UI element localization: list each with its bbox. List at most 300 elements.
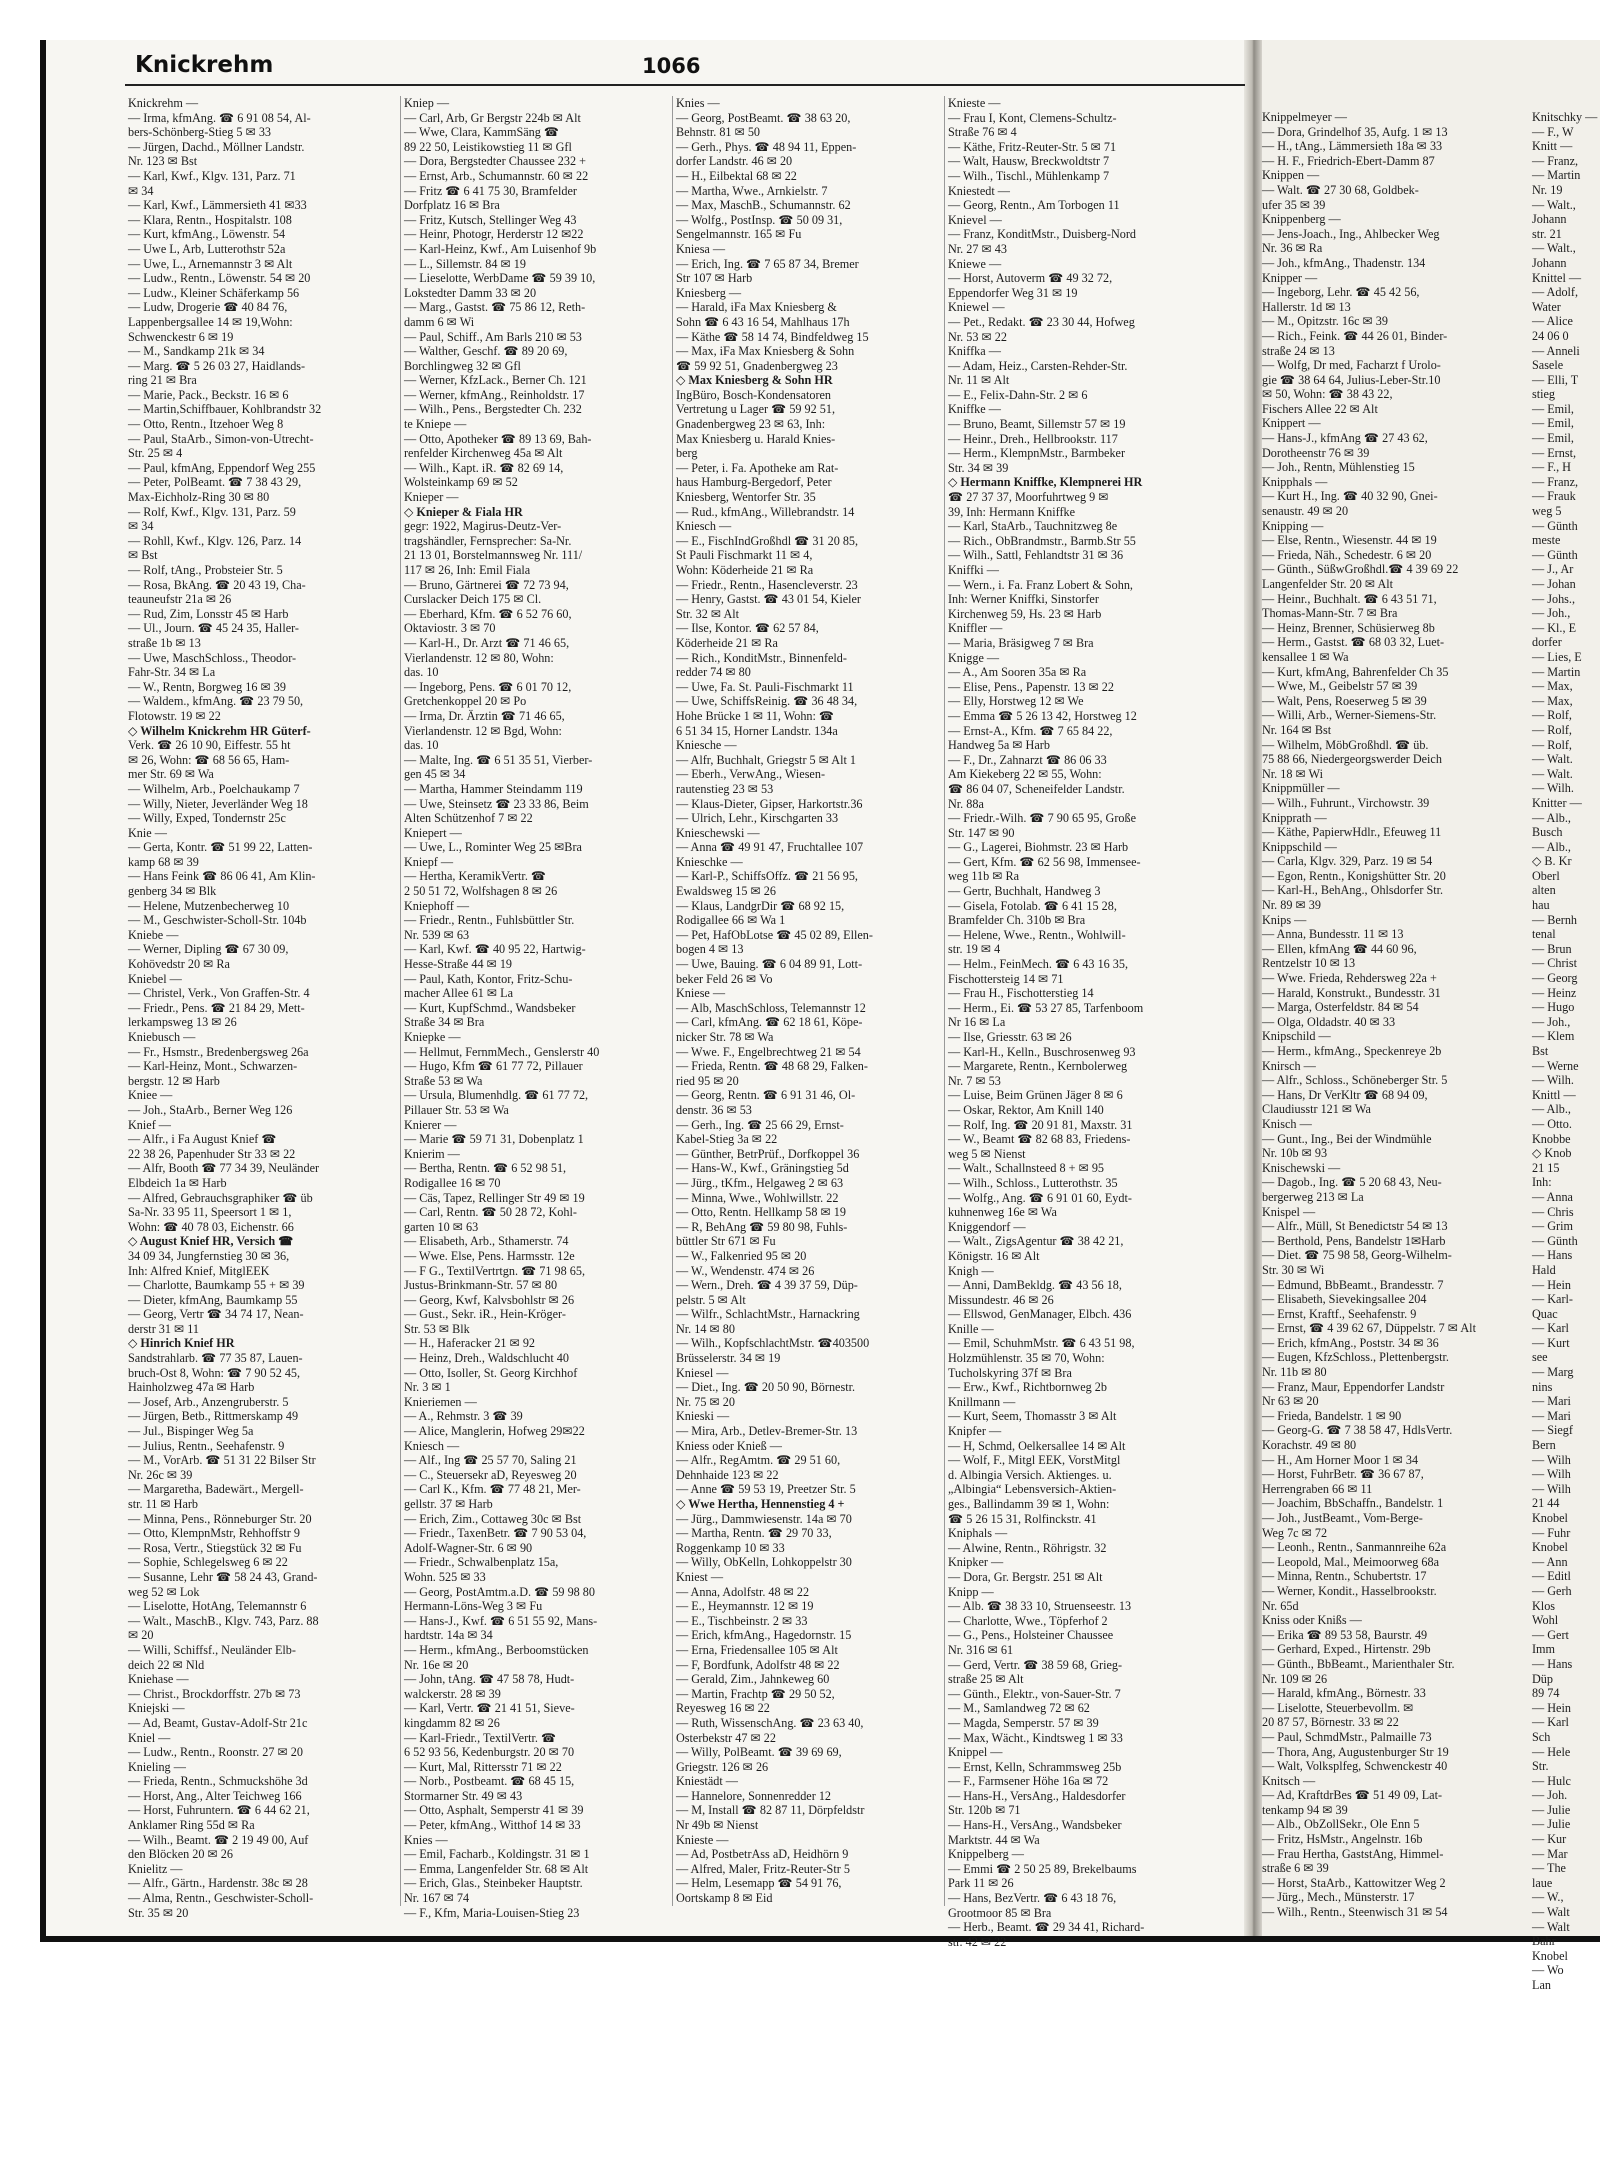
directory-entry: — Kurt, Mal, Rittersstr 71 ✉ 22	[404, 1759, 562, 1774]
directory-entry: beker Feld 26 ✉ Vo	[676, 971, 773, 986]
directory-entry: — Ernst, Kraftf., Seehafenstr. 9	[1262, 1306, 1417, 1321]
directory-entry: — Henry, Gastst. ☎ 43 01 54, Kieler	[676, 592, 861, 607]
directory-entry: kensallee 1 ✉ Wa	[1262, 649, 1349, 664]
directory-entry: — Joh., kfmAng., Thadenstr. 134	[1262, 255, 1426, 270]
directory-entry: — Kurt	[1532, 1335, 1570, 1350]
directory-entry: — Fritz, HsMstr., Angelnstr. 16b	[1262, 1832, 1423, 1847]
directory-entry: Nr. 123 ✉ Bst	[128, 154, 198, 169]
directory-entry: — W., Falkenried 95 ✉ 20	[676, 1248, 807, 1263]
directory-entry: Hallerstr. 1d ✉ 13	[1262, 299, 1351, 314]
directory-entry: — Margaretha, Badewärt., Mergell-	[128, 1482, 304, 1497]
directory-entry: — Liselotte, HotAng, Telemannstr 6	[128, 1599, 307, 1614]
directory-entry: Nr. 89 ✉ 39	[1262, 898, 1321, 913]
directory-entry: — Herm., Ei. ☎ 53 27 85, Tarfenboom	[948, 1000, 1144, 1015]
directory-entry: Quac	[1532, 1306, 1558, 1321]
directory-entry: — Jürg., tKfm., Helgaweg 2 ✉ 63	[676, 1175, 844, 1190]
directory-entry: — Hans	[1532, 1248, 1573, 1263]
directory-entry: Adolf-Wagner-Str. 6 ✉ 90	[404, 1540, 533, 1555]
directory-entry: — Anna, Bundesstr. 11 ✉ 13	[1262, 927, 1404, 942]
directory-entry: — Rich., KonditMstr., Binnenfeld-	[676, 650, 847, 665]
directory-entry: Nr. 16e ✉ 20	[404, 1657, 469, 1672]
surname-heading: te Kniepe —	[404, 417, 467, 432]
directory-entry: — Hugo	[1532, 1000, 1575, 1015]
surname-heading: Knipp —	[948, 1584, 994, 1599]
directory-entry: — Pet., Redakt. ☎ 23 30 44, Hofweg	[948, 314, 1135, 329]
directory-entry: ✉ Bst	[128, 548, 158, 563]
directory-entry: — Marga, Osterfeldstr. 84 ✉ 54	[1262, 1000, 1419, 1015]
directory-entry: — Hans	[1532, 1656, 1573, 1671]
directory-entry: Sch	[1532, 1729, 1551, 1744]
directory-entry: Lokstedter Damm 33 ✉ 20	[404, 285, 537, 300]
directory-entry: Sasele	[1532, 358, 1564, 373]
directory-entry: — Liselotte, Steuerbevollm. ✉	[1262, 1700, 1414, 1715]
directory-entry: Vierlandenstr. 12 ✉ Bgd, Wohn:	[404, 723, 562, 738]
directory-entry: — Wilh.	[1532, 1073, 1574, 1088]
directory-entry: — Anni, DamBekldg. ☎ 43 56 18,	[948, 1278, 1122, 1293]
directory-entry: — Klara, Rentn., Hospitalstr. 108	[128, 212, 292, 227]
directory-entry: — Erich, kfmAng., Poststr. 34 ✉ 36	[1262, 1335, 1439, 1350]
directory-entry: mer Str. 69 ✉ Wa	[128, 767, 214, 782]
directory-entry: Nr 16 ✉ La	[948, 1015, 1006, 1030]
directory-entry: — Berthold, Pens, Bandelstr 1✉Harb	[1262, 1233, 1446, 1248]
directory-entry: — Frieda, Rentn. ☎ 48 68 29, Falken-	[676, 1059, 868, 1074]
directory-entry: Handweg 5a ✉ Harb	[948, 738, 1050, 753]
directory-entry: — Elisabeth, Arb., Sthamerstr. 74	[404, 1234, 569, 1249]
directory-entry: — Johs.,	[1532, 591, 1576, 606]
directory-entry: 20 87 57, Börnestr. 33 ✉ 22	[1262, 1715, 1399, 1730]
directory-entry: — Hans-H., VersAng., Haldesdorfer	[948, 1788, 1126, 1803]
directory-entry: — Magda, Semperstr. 57 ✉ 39	[948, 1715, 1099, 1730]
scan-edge-bottom	[46, 1936, 1600, 1942]
directory-entry: — G., Pens., Holsteiner Chaussee	[948, 1628, 1114, 1643]
directory-entry: — Elisabeth, Sievekingsallee 204	[1262, 1292, 1427, 1307]
directory-entry: stieg	[1532, 387, 1556, 402]
directory-entry: Straße 34 ✉ Bra	[404, 1015, 485, 1030]
directory-entry: — Klaus-Dieter, Gipser, Harkortstr.36	[676, 796, 863, 811]
directory-entry: meste	[1532, 533, 1561, 548]
directory-entry: — M, Install ☎ 82 87 11, Dörpfeldstr	[676, 1803, 865, 1818]
directory-entry: Köderheide 21 ✉ Ra	[676, 635, 778, 650]
directory-entry: — Wwe. F., Engelbrechtweg 21 ✉ 54	[676, 1044, 861, 1059]
directory-entry: — Kl., E	[1532, 620, 1577, 635]
directory-entry: — Klaus, LandgrDir ☎ 68 92 15,	[676, 898, 845, 913]
directory-entry: Alten Schützenhof 7 ✉ 22	[404, 811, 533, 826]
surname-heading: Knippenberg —	[1262, 212, 1341, 227]
directory-entry: Wohn: Köderheide 21 ✉ Ra	[676, 563, 814, 577]
directory-entry: — Cäs, Tapez, Rellinger Str 49 ✉ 19	[404, 1190, 585, 1205]
directory-entry: — Erich, Zim., Cottaweg 30c ✉ Bst	[404, 1511, 582, 1526]
surname-heading: Knips —	[1262, 912, 1307, 927]
directory-entry: — Karl, Kwf. ☎ 40 95 22, Hartwig-	[404, 942, 586, 957]
directory-entry: — Lieselotte, WerbDame ☎ 59 39 10,	[404, 271, 596, 286]
directory-entry: — Paul, Schiff., Am Barls 210 ✉ 53	[404, 329, 582, 344]
directory-entry: Knobel	[1532, 1948, 1568, 1963]
directory-entry: — Ad, PostbetrAss aD, Heidhörn 9	[676, 1847, 849, 1862]
directory-entry: Sandstrahlarb. ☎ 77 35 87, Lauen-	[128, 1351, 303, 1366]
directory-entry: — Jens-Joach., Ing., Ahlbecker Weg	[1262, 226, 1440, 241]
directory-entry: Curslacker Deich 175 ✉ Cl.	[404, 592, 542, 607]
directory-entry: — Friedr.-Wilh. ☎ 7 90 65 95, Große	[948, 811, 1137, 826]
directory-entry: — Christel, Verk., Von Graffen-Str. 4	[128, 986, 310, 1001]
directory-entry: Rentzelstr 10 ✉ 13	[1262, 956, 1356, 971]
directory-entry: — Walt.	[1532, 766, 1573, 781]
directory-entry: — Julius, Rentn., Seehafenstr. 9	[128, 1438, 285, 1453]
directory-entry: — Ad, Beamt, Gustav-Adolf-Str 21c	[128, 1715, 308, 1730]
directory-entry: Wohn. 525 ✉ 33	[404, 1569, 486, 1584]
directory-entry: Nr. 88a	[948, 796, 984, 811]
directory-entry: — Horst, Autoverm ☎ 49 32 72,	[948, 271, 1113, 286]
directory-entry: — Fritz ☎ 6 41 75 30, Bramfelder	[404, 183, 577, 198]
directory-entry: — Alb, MaschSchloss, Telemannstr 12	[676, 1000, 866, 1015]
directory-entry: — Gerh., Ing. ☎ 25 66 29, Ernst-	[676, 1117, 844, 1132]
directory-entry: — Günth., SüßwGroßhdl.☎ 4 39 69 22	[1262, 562, 1459, 577]
directory-entry: genberg 34 ✉ Blk	[128, 884, 217, 899]
directory-entry: ufer 35 ✉ 39	[1262, 197, 1326, 212]
directory-entry: Rodigallee 66 ✉ Wa 1	[676, 913, 786, 928]
directory-entry: — Walt.,	[1532, 241, 1576, 256]
directory-entry: 6 52 93 56, Kedenburgstr. 20 ✉ 70	[404, 1745, 575, 1760]
directory-entry: — Rich., ObBrandmstr., Barmb.Str 55	[948, 533, 1136, 548]
directory-entry: — Rud, Zim, Lonsstr 45 ✉ Harb	[128, 606, 289, 621]
directory-entry: Nr. 11 ✉ Alt	[948, 373, 1010, 388]
directory-entry: Nr. 109 ✉ 26	[1262, 1671, 1328, 1686]
directory-entry: — Willy, Nieter, Jeverländer Weg 18	[128, 796, 308, 811]
directory-entry: — Georg, PostAmtm.a.D. ☎ 59 98 80	[404, 1584, 595, 1599]
directory-entry: Düp	[1532, 1671, 1553, 1686]
surname-heading: Kniebe —	[128, 927, 179, 942]
directory-entry: Hald	[1532, 1262, 1556, 1277]
directory-entry: — Leopold, Mal., Meimoorweg 68a	[1262, 1554, 1440, 1569]
directory-entry: Straße 53 ✉ Wa	[404, 1073, 483, 1088]
directory-entry: — Karl-H., Kelln., Buschrosenweg 93	[948, 1044, 1136, 1059]
directory-entry: — Ellswod, GenManager, Elbch. 436	[948, 1307, 1132, 1322]
directory-entry: Griegstr. 126 ✉ 26	[676, 1759, 769, 1774]
directory-entry: Bahr	[1532, 1934, 1556, 1949]
directory-entry: — Hans, Dr VerKltr ☎ 68 94 09,	[1262, 1087, 1428, 1102]
directory-entry: — Franz, Maur, Eppendorfer Landstr	[1262, 1379, 1445, 1394]
surname-heading: Kniestedt —	[948, 183, 1010, 198]
directory-entry: — Helene, Wwe., Rentn., Wohlwill-	[948, 927, 1126, 942]
directory-entry: — Wwe, Clara, KammSäng ☎	[404, 125, 560, 140]
directory-entry: d. Albingia Versich. Aktienges. u.	[948, 1467, 1112, 1482]
directory-entry: — Rolf,	[1532, 737, 1572, 752]
surname-heading: Knillmann —	[948, 1394, 1016, 1409]
directory-entry: Flotowstr. 19 ✉ 22	[128, 708, 221, 723]
directory-entry: Weg 7c ✉ 72	[1262, 1525, 1328, 1540]
directory-entry: — Alfr., Müll, St Benedictstr 54 ✉ 13	[1262, 1219, 1448, 1234]
directory-entry: — Frau Hertha, GaststAng, Himmel-	[1262, 1846, 1444, 1861]
directory-entry: Nr. 7 ✉ 53	[948, 1073, 1001, 1088]
directory-entry: — Helene, Mutzenbecherweg 10	[128, 898, 290, 913]
directory-entry: — Karl, Kwf., Lämmersieth 41 ✉33	[128, 198, 307, 213]
directory-entry: 39, Inh: Hermann Kniffke	[948, 504, 1076, 519]
directory-entry: — Ruth, WissenschAng. ☎ 23 63 40,	[676, 1715, 864, 1730]
directory-entry: — Gerhard, Exped., Hirtenstr. 29b	[1262, 1642, 1431, 1657]
directory-entry: — Chris	[1532, 1204, 1574, 1219]
directory-entry: — Wilh., Rentn., Steenwisch 31 ✉ 54	[1262, 1905, 1448, 1920]
directory-entry: ✉ 26, Wohn: ☎ 68 56 65, Ham-	[128, 752, 290, 767]
directory-entry: — Georg, PostBeamt. ☎ 38 63 20,	[676, 110, 851, 125]
surname-heading: Kniggendorf —	[948, 1219, 1026, 1234]
directory-entry: — Charlotte, Wwe., Töpferhof 2	[948, 1613, 1108, 1628]
directory-entry: — Minna, Pens., Rönneburger Str. 20	[128, 1511, 312, 1526]
directory-entry: — Käthe, Fritz-Reuter-Str. 5 ✉ 71	[948, 139, 1117, 154]
directory-entry: — F, Bordfunk, Adolfstr 48 ✉ 22	[676, 1657, 840, 1672]
directory-entry: — Karl-H., BehAng., Ohlsdorfer Str.	[1262, 883, 1444, 898]
directory-entry: lerkampsweg 13 ✉ 26	[128, 1015, 237, 1030]
directory-entry: Str. 32 ✉ Alt	[676, 606, 740, 621]
directory-entry: Rodigallee 16 ✉ 70	[404, 1175, 501, 1190]
directory-entry: — Adam, Heiz., Carsten-Rehder-Str.	[948, 358, 1128, 373]
directory-entry: — Maria, Bräsigweg 7 ✉ Bra	[948, 635, 1094, 650]
directory-entry: — Alwine, Rentn., Röhrigstr. 32	[948, 1540, 1107, 1555]
directory-entry: nicker Str. 78 ✉ Wa	[676, 1030, 774, 1044]
directory-entry: — Wilh., Sattl, Fehlandtstr 31 ✉ 36	[948, 548, 1124, 563]
directory-entry: das. 10	[404, 665, 439, 680]
directory-entry: — Irma, kfmAng. ☎ 6 91 08 54, Al-	[128, 110, 311, 125]
directory-entry: — Franz,	[1532, 474, 1579, 489]
directory-entry: — Alfred, Gebrauchsgraphiker ☎ üb	[128, 1190, 313, 1205]
directory-entry: — Thora, Ang, Augustenburger Str 19	[1262, 1744, 1449, 1759]
directory-entry: — Olga, Oldadstr. 40 ✉ 33	[1262, 1014, 1396, 1029]
directory-entry: — Anna, Adolfstr. 48 ✉ 22	[676, 1584, 810, 1599]
surname-heading: Kniesel —	[676, 1365, 729, 1380]
directory-entry: — Carl, Rentn. ☎ 50 28 72, Kohl-	[404, 1205, 577, 1220]
surname-heading: Kniess oder Knieß —	[676, 1438, 782, 1453]
directory-entry: Dorotheenstr 76 ✉ 39	[1262, 445, 1370, 460]
directory-entry: — Alb.,	[1532, 839, 1571, 854]
directory-entry: — Gert, Kfm. ☎ 62 56 98, Immensee-	[948, 854, 1141, 869]
surname-heading: Kniel —	[128, 1730, 171, 1745]
directory-entry: — Ingeborg, Lehr. ☎ 45 42 56,	[1262, 285, 1420, 300]
directory-entry: — Minna, Wwe., Wohlwillstr. 22	[676, 1190, 839, 1205]
directory-entry: — Martin, Frachtp ☎ 29 50 52,	[676, 1686, 835, 1701]
directory-entry: — Johan	[1532, 577, 1576, 591]
directory-entry: — Wilh., Kapt. iR. ☎ 82 69 14,	[404, 460, 564, 475]
surname-heading: Knippen —	[1262, 168, 1320, 183]
directory-entry: — Walt, Hausw, Breckwoldtstr 7	[948, 154, 1110, 169]
directory-entry: — Frieda, Bandelstr. 1 ✉ 90	[1262, 1408, 1402, 1423]
surname-heading: Kniesch —	[676, 519, 732, 534]
directory-entry: — Karl-Heinz, Mont., Schwarzen-	[128, 1059, 298, 1074]
surname-heading: Knierim —	[404, 1146, 460, 1161]
directory-entry: ◇ Knob	[1532, 1146, 1572, 1161]
directory-entry: Str 107 ✉ Harb	[676, 271, 753, 286]
directory-entry: gegr: 1922, Magirus-Deutz-Ver-	[404, 519, 562, 534]
directory-entry: 22 38 26, Papenhuder Str 33 ✉ 22	[128, 1146, 296, 1161]
directory-entry: dorfer	[1532, 635, 1562, 650]
directory-entry: — Wwe. Frieda, Rehdersweg 22a +	[1262, 971, 1437, 986]
directory-entry: — Karl, Kwf., Klgv. 131, Parz. 71	[128, 168, 296, 183]
directory-entry: — E., Felix-Dahn-Str. 2 ✉ 6	[948, 387, 1088, 402]
directory-entry: — Anna	[1532, 1189, 1573, 1204]
directory-entry: — Herm., kfmAng., Speckenreye 2b	[1262, 1044, 1442, 1058]
directory-entry: — Sophie, Schlegelsweg 6 ✉ 22	[128, 1555, 288, 1570]
directory-entry: — Kurt H., Ing. ☎ 40 32 90, Gnei-	[1262, 489, 1438, 504]
directory-entry: — Egon, Rentn., Konigshütter Str. 20	[1262, 868, 1446, 883]
surname-heading: Knieschewski —	[676, 825, 760, 840]
directory-entry: — Emil,	[1532, 416, 1574, 431]
directory-entry: Inh: Werner Kniffki, Sinstorfer	[948, 592, 1099, 607]
header-rule	[125, 84, 1245, 86]
directory-entry: 6 51 34 15, Horner Landstr. 134a	[676, 723, 838, 738]
directory-entry: Reyesweg 16 ✉ 22	[676, 1701, 770, 1716]
surname-heading: Kniesa —	[676, 241, 726, 256]
directory-entry: — Wwe. Else, Pens. Harmsstr. 12e	[404, 1248, 575, 1263]
directory-entry: deich 22 ✉ Nld	[128, 1657, 205, 1672]
directory-entry: — Ul., Journ. ☎ 45 24 35, Haller-	[128, 621, 299, 636]
directory-entry: Nr. 11b ✉ 80	[1262, 1365, 1327, 1380]
directory-entry: Dorfplatz 16 ✉ Bra	[404, 198, 500, 213]
directory-entry: Oortskamp 8 ✉ Eid	[676, 1891, 773, 1906]
page-number: 1066	[642, 54, 701, 78]
directory-entry: Hainholzweg 47a ✉ Harb	[128, 1380, 255, 1395]
directory-entry: — Fritz, Kutsch, Stellinger Weg 43	[404, 212, 577, 227]
directory-entry: — Herb., Beamt. ☎ 29 34 41, Richard-	[948, 1920, 1145, 1935]
directory-entry: — Ernst,	[1532, 445, 1577, 460]
directory-entry: Königstr. 16 ✉ Alt	[948, 1248, 1040, 1263]
directory-entry: — Frieda, Näh., Schedestr. 6 ✉ 20	[1262, 547, 1432, 562]
surname-heading: Knischewski —	[1262, 1160, 1341, 1175]
directory-entry: — Paul, kfmAng, Eppendorf Weg 255	[128, 460, 316, 475]
directory-entry: — Günther, BetrPrüf., Dorfkoppel 36	[676, 1146, 860, 1161]
surname-heading: Knigh —	[948, 1263, 994, 1278]
directory-entry: tenkamp 94 ✉ 39	[1262, 1802, 1348, 1817]
directory-entry: straße 24 ✉ 13	[1262, 343, 1335, 358]
surname-heading: Kniep —	[404, 96, 450, 110]
directory-entry: Imm	[1532, 1642, 1556, 1657]
directory-entry: 21 13 01, Borstelmannsweg Nr. 111/	[404, 548, 583, 563]
directory-entry: — Karl	[1532, 1321, 1569, 1336]
directory-entry: — Alb.,	[1532, 1102, 1571, 1117]
directory-entry: ring 21 ✉ Bra	[128, 373, 197, 388]
directory-entry: — Hulc	[1532, 1773, 1571, 1788]
directory-entry: — Wilh., Pens., Bergstedter Ch. 232	[404, 402, 582, 417]
directory-entry: bergstr. 12 ✉ Harb	[128, 1073, 220, 1088]
directory-entry: — Helm, Lesemapp ☎ 54 91 76,	[676, 1876, 842, 1891]
directory-entry: Nr. 26c ✉ 39	[128, 1467, 193, 1482]
directory-entry: — Margarete, Rentn., Kernbolerweg	[948, 1059, 1128, 1074]
directory-entry: Grootmoor 85 ✉ Bra	[948, 1905, 1052, 1920]
directory-entry: — Georg, Vertr ☎ 34 74 17, Nean-	[128, 1307, 304, 1322]
surname-heading: Knieste —	[948, 96, 1001, 110]
directory-entry: ✉ 34	[128, 519, 154, 534]
directory-entry: den Blöcken 20 ✉ 26	[128, 1847, 233, 1862]
directory-entry: ☎ 27 37 37, Moorfuhrtweg 9 ✉	[948, 490, 1109, 505]
directory-entry: — Editl	[1532, 1569, 1571, 1584]
directory-entry: — Rosa, Vertr., Stiegstück 32 ✉ Fu	[128, 1540, 302, 1555]
directory-entry: 21 15	[1532, 1160, 1560, 1175]
directory-entry: — Heinr., Dreh., Hellbrookstr. 117	[948, 431, 1118, 446]
directory-entry: Str.	[1532, 1759, 1549, 1774]
directory-entry: — Kurt, kfmAng, Bahrenfelder Ch 35	[1262, 664, 1449, 679]
surname-heading: Knispel —	[1262, 1204, 1316, 1219]
surname-heading: Knitschky —	[1532, 110, 1598, 124]
surname-heading: Kniepf —	[404, 854, 454, 869]
directory-entry: — Max, Wächt., Kindtsweg 1 ✉ 33	[948, 1730, 1123, 1745]
directory-entry: Kabel-Stieg 3a ✉ 22	[676, 1132, 778, 1147]
book-spine	[1244, 40, 1262, 1940]
surname-heading: Kniffler —	[948, 621, 1003, 636]
directory-entry: — Paul, Kath, Kontor, Fritz-Schu-	[404, 971, 573, 986]
directory-entry: — Kur	[1532, 1832, 1567, 1847]
surname-heading: Knies —	[676, 96, 720, 110]
directory-entry: ✉ 50, Wohn: ☎ 38 43 22,	[1262, 387, 1393, 402]
directory-entry: ◇ Hermann Kniffke, Klempnerei HR	[948, 475, 1143, 490]
directory-entry: — H., tAng., Lämmersieth 18a ✉ 33	[1262, 139, 1443, 154]
directory-entry: — Frau H., Fischotterstieg 14	[948, 986, 1094, 1001]
directory-entry: Oberl	[1532, 868, 1560, 883]
directory-entry: — Alfr, Buchhalt, Griegstr 5 ✉ Alt 1	[676, 752, 856, 767]
directory-entry: — Paul, SchmdMstr., Palmaille 73	[1262, 1729, 1432, 1744]
directory-entry: — Anne ☎ 59 53 19, Preetzer Str. 5	[676, 1482, 856, 1497]
directory-entry: — John, tAng. ☎ 47 58 78, Hudt-	[404, 1672, 575, 1687]
directory-entry: Elbdeich 1a ✉ Harb	[128, 1175, 227, 1190]
directory-entry: — Lies, E	[1532, 649, 1582, 664]
directory-entry: — Mari	[1532, 1394, 1571, 1409]
directory-entry: Nr. 10b ✉ 93	[1262, 1146, 1328, 1161]
directory-entry: — Carl K., Kfm. ☎ 77 48 21, Mer-	[404, 1482, 581, 1497]
directory-entry: — Julie	[1532, 1802, 1571, 1817]
directory-entry: Inh:	[1532, 1175, 1552, 1190]
directory-entry: Wohl	[1532, 1613, 1559, 1628]
directory-entry: — Irma, Dr. Ärztin ☎ 71 46 65,	[404, 708, 565, 723]
surname-heading: Knieling —	[128, 1759, 186, 1774]
directory-entry: — Alfr, Booth ☎ 77 34 39, Neuländer	[128, 1161, 320, 1176]
directory-entry: ◇ Hinrich Knief HR	[128, 1336, 235, 1351]
directory-entry: weg 11b ✉ Ra	[948, 869, 1020, 884]
directory-entry: — Kurt, KupfSchmd., Wandsbeker	[404, 1000, 576, 1015]
directory-entry: — Helm., FeinMech. ☎ 6 43 16 35,	[948, 957, 1129, 972]
directory-entry: Hohe Brücke 1 ✉ 11, Wohn: ☎	[676, 708, 835, 723]
surname-heading: Kniepert —	[404, 825, 462, 840]
directory-entry: — Wilh	[1532, 1452, 1571, 1467]
directory-entry: Str. 34 ✉ 39	[948, 460, 1009, 475]
directory-entry: macher Allee 61 ✉ La	[404, 986, 514, 1001]
directory-entry: — Rosa, BkAng. ☎ 20 43 19, Cha-	[128, 577, 306, 592]
directory-entry: — Jürg., Dammwiesenstr. 14a ✉ 70	[676, 1511, 852, 1526]
directory-entry: Knobbe	[1532, 1131, 1571, 1146]
directory-entry: — Hellmut, FernmMech., Genslerstr 40	[404, 1044, 600, 1059]
directory-entry: — Mari	[1532, 1408, 1571, 1423]
directory-entry: — Klem	[1532, 1029, 1575, 1044]
directory-entry: — H., Am Horner Moor 1 ✉ 34	[1262, 1452, 1419, 1467]
directory-entry: — H, Schmd, Oelkersallee 14 ✉ Alt	[948, 1438, 1126, 1453]
directory-entry: „Albingia“ Lebensversich-Aktien-	[948, 1482, 1117, 1497]
surname-heading: Knieste —	[676, 1832, 729, 1847]
directory-entry: — Hannelore, Sonnenredder 12	[676, 1788, 832, 1803]
surname-heading: Kniffki —	[948, 563, 999, 577]
directory-entry: — Karl	[1532, 1715, 1569, 1730]
directory-entry: — F., H	[1532, 460, 1571, 475]
surname-heading: Kniewe —	[948, 256, 1002, 271]
surname-heading: Kniese —	[676, 986, 726, 1001]
directory-entry: — Jürg., Mech., Münsterstr. 17	[1262, 1890, 1415, 1905]
directory-entry: 2 50 51 72, Wolfshagen 8 ✉ 26	[404, 884, 558, 899]
directory-entry: — Minna, Rentn., Schubertstr. 17	[1262, 1569, 1427, 1584]
directory-entry: — Walt., MaschB., Klgv. 743, Parz. 88	[128, 1613, 319, 1628]
directory-entry: — Günth., BbBeamt., Marienthaler Str.	[1262, 1656, 1455, 1671]
directory-entry: — Walt.,	[1532, 197, 1576, 212]
directory-entry: — Joh.,	[1532, 1014, 1571, 1029]
surname-heading: Kniehase —	[128, 1672, 189, 1687]
directory-entry: Nr. 18 ✉ Wi	[1262, 766, 1323, 781]
directory-entry: — Max, iFa Max Kniesberg & Sohn	[676, 344, 855, 359]
directory-entry: Verk. ☎ 26 10 90, Eiffestr. 55 ht	[128, 738, 291, 753]
surname-heading: Knippschild —	[1262, 839, 1337, 854]
directory-entry: Hermann-Löns-Weg 3 ✉ Fu	[404, 1599, 543, 1614]
directory-entry: — Wern., Dreh. ☎ 4 39 37 59, Düp-	[676, 1278, 858, 1293]
